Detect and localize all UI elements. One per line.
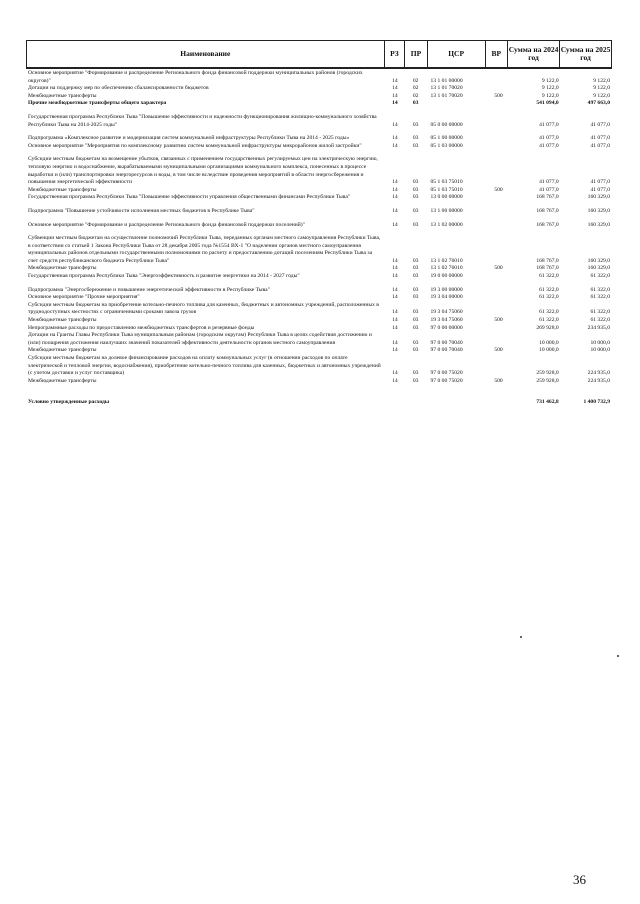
cell-name: Межбюджетные трансферты [28, 377, 97, 384]
cell-csr: 13 0 00 00000 [430, 194, 463, 201]
cell-name: Субсидии местным бюджетам на приобретение котельно-печного топлива для казенных, бюджетных и автономных учреждений, расположенных в труднодоступных местностях с ограниченными сроками завоза грузов [28, 301, 379, 316]
cell-vr: 500 [494, 317, 503, 324]
cell-pr: 03 [412, 324, 419, 331]
cell-pr: 03 [412, 142, 419, 149]
cell-name: Межбюджетные трансферты [28, 347, 97, 354]
cell-rz: 14 [392, 92, 398, 99]
cell-rz: 14 [392, 135, 398, 142]
cell-s24: 41 077,0 [539, 121, 559, 128]
table-row [26, 332, 612, 347]
cell-s25: 224 935,0 [587, 377, 611, 384]
cell-pr: 03 [412, 347, 419, 354]
cell-csr: 97 0 00 75020 [430, 377, 463, 384]
cell-pr: 03 [412, 265, 419, 272]
cell-s25: 61 322,0 [590, 309, 611, 316]
cell-name: Основное мероприятие "Формирование и распределение Регионального фонда финансовой поддержки муниципальных районов (городских округов)" [28, 70, 363, 84]
cell-csr: 97 0 00 00000 [430, 324, 463, 331]
final-row-name: Условно утвержденные расходы [28, 399, 110, 406]
scan-speck [617, 655, 619, 657]
cell-s25: 9 122,0 [593, 92, 611, 99]
cell-s24: 269 928,0 [536, 324, 559, 331]
cell-csr: 13 1 02 76010 [430, 265, 463, 272]
header-pr: ПР [404, 41, 427, 67]
table-row [26, 355, 612, 378]
cell-vr: 500 [494, 186, 503, 193]
cell-name: Основное мероприятие "Мероприятия по комплексному развитию систем коммунальной инфраструктуры микрорайонов жилой застройки" [28, 142, 362, 149]
cell-s24: 168 767,0 [536, 257, 559, 264]
cell-name: Государственная программа Республики Тыва "Энергоэффективность и развитие энергетики на 2014 - 2027 годы" [28, 273, 300, 280]
cell-rz: 14 [392, 309, 398, 316]
cell-pr: 03 [412, 317, 419, 324]
cell-s25: 160 329,0 [587, 265, 611, 272]
header-csr: ЦСР [427, 41, 485, 67]
cell-csr: 13 1 01 70020 [430, 85, 463, 92]
cell-pr: 02 [412, 92, 419, 99]
table-row [26, 70, 612, 85]
final-row [26, 399, 612, 407]
cell-s24: 10 000,0 [539, 339, 559, 346]
cell-csr: 19 3 04 75060 [430, 309, 463, 316]
cell-pr: 03 [412, 100, 419, 107]
table-row [26, 222, 612, 230]
header-sum-2025: Сумма на 2025 год [559, 41, 611, 67]
cell-vr: 500 [494, 265, 503, 272]
header-vr: ВР [485, 41, 508, 67]
cell-name: Подпрограмма "Энергосбережение и повышение энергетической эффективности в Республике Тыва" [28, 286, 270, 293]
cell-s24: 541 094,0 [536, 100, 559, 107]
cell-s25: 10 000,0 [590, 347, 611, 354]
cell-s24: 61 322,0 [539, 309, 559, 316]
cell-rz: 14 [392, 377, 398, 384]
cell-csr: 05 0 00 00000 [430, 121, 463, 128]
final-row-sum-2025: 1 400 732,9 [583, 399, 611, 406]
cell-rz: 14 [392, 317, 398, 324]
cell-s24: 61 322,0 [539, 273, 559, 280]
cell-name: Дотации на Гранты Главы Республики Тыва муниципальным районам (городским округам) Республики Тыва в целях содействия достижению и (или) поощрения достижения наилучших значений показателей эффективности деятельности органов местного самоуправления [28, 332, 372, 346]
cell-s25: 497 663,0 [587, 100, 611, 107]
table-row [26, 378, 612, 386]
cell-s24: 9 122,0 [541, 85, 559, 92]
cell-s25: 234 935,0 [587, 324, 611, 331]
cell-rz: 14 [392, 370, 398, 377]
cell-pr: 02 [412, 85, 419, 92]
cell-csr: 13 1 00 00000 [430, 207, 463, 214]
cell-rz: 14 [392, 221, 398, 228]
table-row [26, 317, 612, 325]
cell-csr: 19 3 04 75060 [430, 317, 463, 324]
cell-rz: 14 [392, 294, 398, 301]
cell-name: Государственная программа Республики Тыва "Повышение эффективности управления общественными финансами Республики Тыва" [28, 194, 351, 201]
cell-pr: 03 [412, 370, 419, 377]
cell-s24: 61 322,0 [539, 294, 559, 301]
cell-s24: 41 077,0 [539, 186, 559, 193]
cell-rz: 14 [392, 257, 398, 264]
cell-pr: 03 [412, 194, 419, 201]
table-row [26, 287, 612, 295]
cell-pr: 03 [412, 286, 419, 293]
cell-rz: 14 [392, 121, 398, 128]
table-row [26, 143, 612, 151]
cell-csr: 05 1 00 00000 [430, 135, 463, 142]
cell-s25: 224 935,0 [587, 370, 611, 377]
cell-s24: 168 767,0 [536, 207, 559, 214]
cell-csr: 19 3 04 00000 [430, 294, 463, 301]
final-row-sum-2024: 731 462,8 [536, 399, 559, 406]
cell-rz: 14 [392, 85, 398, 92]
table-row [26, 347, 612, 355]
cell-rz: 14 [392, 324, 398, 331]
cell-name: Субвенции местным бюджетам на осуществление полномочий Республики Тыва, переданных органам местного самоуправления Республики Тыва, в соответствии со статьей 1 Закона Республики Тыва от 28 декабря 2005 года №1554 ВХ-1 "О наделении органов местного самоуправления муниципальных районов отдельными государственными полномочиями по расчету и предоставлению дотаций поселениям Республики Тыва за счет средств республиканского бюджета Республики Тыва" [28, 235, 381, 264]
cell-pr: 03 [412, 273, 419, 280]
cell-s24: 10 000,0 [539, 347, 559, 354]
cell-pr: 03 [412, 221, 419, 228]
table-row [26, 114, 612, 129]
cell-s25: 61 322,0 [590, 294, 611, 301]
cell-pr: 03 [412, 186, 419, 193]
cell-s25: 160 329,0 [587, 221, 611, 228]
cell-name: Государственная программа Республики Тыва "Повышение эффективности и надежности функционирования жилищно-коммунального хозяйства Республики Тыва на 2014-2025 годы" [28, 113, 377, 128]
cell-csr: 19 0 00 00000 [430, 273, 463, 280]
cell-rz: 14 [392, 179, 398, 186]
cell-name: Субсидии местным бюджетам на возмещение убытков, связанных с применением государственных регулируемых цен на электрическую энергию, тепловую энергию и водоснабжение, вырабатываемыми муниципальными организациями коммунального комплекса, понесенных в процессе выработки и (или) транспортировки энергоресурсов и воды, в том числе вследствие проведения мероприятий в области энергосбережения и повышения энергетической эффективности [28, 156, 378, 186]
cell-pr: 03 [412, 294, 419, 301]
cell-pr: 03 [412, 207, 419, 214]
cell-pr: 03 [412, 121, 419, 128]
cell-name: Межбюджетные трансферты [28, 92, 97, 99]
cell-rz: 14 [392, 194, 398, 201]
cell-rz: 14 [392, 273, 398, 280]
cell-name: Подпрограмма «Комплексное развитие и модернизация систем коммунальной инфраструктуры Республики Тыва на 2014 - 2025 годы» [28, 135, 350, 142]
header-sum-2024: Сумма на 2024 год [507, 41, 559, 67]
cell-name: Межбюджетные трансферты [28, 317, 97, 324]
cell-s24: 168 767,0 [536, 194, 559, 201]
cell-s24: 168 767,0 [536, 265, 559, 272]
cell-s24: 259 928,0 [536, 377, 559, 384]
cell-s25: 41 077,0 [590, 186, 611, 193]
cell-name: Дотации на поддержку мер по обеспечению сбалансированности бюджетов [28, 85, 209, 92]
cell-vr: 500 [494, 92, 503, 99]
cell-s24: 41 077,0 [539, 135, 559, 142]
cell-s25: 41 077,0 [590, 135, 611, 142]
cell-s24: 259 928,0 [536, 370, 559, 377]
cell-s25: 41 077,0 [590, 179, 611, 186]
cell-s25: 160 329,0 [587, 257, 611, 264]
cell-s25: 41 077,0 [590, 121, 611, 128]
cell-name: Прочие межбюджетные трансферты общего характера [28, 100, 167, 107]
cell-s24: 41 077,0 [539, 142, 559, 149]
cell-csr: 19 3 00 00000 [430, 286, 463, 293]
cell-s24: 61 322,0 [539, 317, 559, 324]
table-body [26, 70, 612, 385]
cell-rz: 14 [392, 286, 398, 293]
cell-csr: 97 0 00 75020 [430, 370, 463, 377]
cell-pr: 02 [412, 77, 419, 84]
cell-pr: 03 [412, 257, 419, 264]
cell-csr: 05 1 03 75010 [430, 179, 463, 186]
cell-s25: 61 322,0 [590, 273, 611, 280]
cell-name: Основное мероприятие "Формирование и распределение Регионального фонда финансовой поддержки поселений)" [28, 221, 305, 228]
header-name: Наименование [180, 48, 231, 58]
cell-name: Подпрограмма "Повышение устойчивости исполнения местных бюджетов в Республике Тыва" [28, 207, 255, 214]
cell-name: Основное мероприятие "Прочие мероприятия" [28, 294, 140, 301]
table-row [26, 100, 612, 108]
cell-pr: 03 [412, 309, 419, 316]
cell-rz: 14 [392, 77, 398, 84]
table-row [26, 135, 612, 143]
cell-s24: 61 322,0 [539, 286, 559, 293]
cell-rz: 14 [392, 142, 398, 149]
cell-s25: 61 322,0 [590, 286, 611, 293]
cell-vr: 500 [494, 377, 503, 384]
cell-csr: 13 1 02 76010 [430, 257, 463, 264]
table-row [26, 235, 612, 265]
cell-s25: 9 122,0 [593, 85, 611, 92]
cell-s25: 41 077,0 [590, 142, 611, 149]
cell-name: Межбюджетные трансферты [28, 186, 97, 193]
cell-s25: 160 329,0 [587, 194, 611, 201]
cell-csr: 05 1 03 00000 [430, 142, 463, 149]
cell-pr: 03 [412, 377, 419, 384]
table-row [26, 208, 612, 216]
cell-name: Непрограммные расходы по предоставлению межбюджетных трансфертов и резервные фонды [28, 324, 255, 331]
cell-csr: 13 1 01 70020 [430, 92, 463, 99]
cell-pr: 03 [412, 135, 419, 142]
table-row [26, 273, 612, 281]
cell-rz: 14 [392, 100, 398, 107]
cell-csr: 13 1 01 00000 [430, 77, 463, 84]
cell-s24: 41 077,0 [539, 179, 559, 186]
cell-pr: 03 [412, 339, 419, 346]
cell-name: Субсидии местным бюджетам на долевое финансирование расходов на оплату коммунальных услуг (в отношении расходов по оплате электрической и тепловой энергии, водоснабжения), приобретение котельно-печного топлива для казенных, бюджетных и автономных учреждений (с учетом доставки и услуг поставщика) [28, 355, 381, 377]
cell-csr: 97 0 00 70040 [430, 339, 463, 346]
cell-s24: 9 122,0 [541, 92, 559, 99]
table-row [26, 156, 612, 186]
cell-rz: 14 [392, 207, 398, 214]
page-number: 36 [573, 872, 586, 887]
cell-pr: 03 [412, 179, 419, 186]
cell-name: Межбюджетные трансферты [28, 265, 97, 272]
table-row [26, 85, 612, 93]
cell-s25: 10 000,0 [590, 339, 611, 346]
cell-s24: 9 122,0 [541, 77, 559, 84]
cell-rz: 14 [392, 347, 398, 354]
table-row [26, 294, 612, 302]
cell-csr: 13 1 02 00000 [430, 221, 463, 228]
scan-speck [520, 636, 522, 638]
cell-csr: 97 0 00 70040 [430, 347, 463, 354]
table-row [26, 194, 612, 202]
table-row [26, 265, 612, 273]
cell-s25: 61 322,0 [590, 317, 611, 324]
table-header [26, 40, 612, 69]
cell-s24: 168 767,0 [536, 221, 559, 228]
cell-rz: 14 [392, 339, 398, 346]
cell-rz: 14 [392, 265, 398, 272]
budget-table [26, 40, 612, 407]
header-rz: РЗ [384, 41, 405, 67]
cell-s25: 160 329,0 [587, 207, 611, 214]
cell-rz: 14 [392, 186, 398, 193]
table-row [26, 302, 612, 317]
cell-csr: 05 1 03 75010 [430, 186, 463, 193]
cell-vr: 500 [494, 347, 503, 354]
cell-s25: 9 122,0 [593, 77, 611, 84]
